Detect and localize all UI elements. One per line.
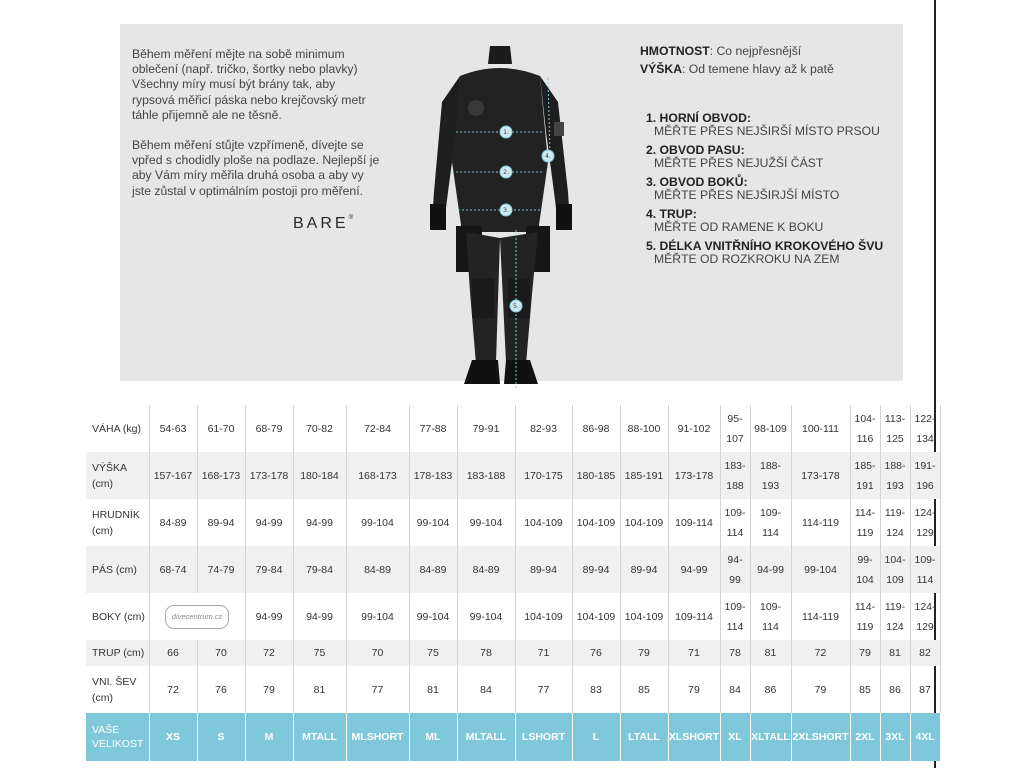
measuring-instructions bbox=[132, 47, 380, 214]
table-cell: 77 bbox=[346, 666, 409, 713]
table-cell: 72 bbox=[245, 640, 293, 666]
table-cell: 104- 109 bbox=[880, 546, 910, 593]
table-cell: 94- 99 bbox=[720, 546, 750, 593]
bare-logo-text: BARE bbox=[293, 215, 349, 232]
table-cell: 68-79 bbox=[245, 405, 293, 452]
table-cell: 88-100 bbox=[620, 405, 668, 452]
legend-item: 4. TRUP: MĚŘTE OD RAMENE K BOKU bbox=[646, 207, 824, 234]
row-label: VNI. ŠEV (cm) bbox=[86, 666, 149, 713]
table-cell: 75 bbox=[293, 640, 346, 666]
size-cell: 2XLSHORT bbox=[791, 713, 850, 761]
table-cell: 173-178 bbox=[791, 452, 850, 499]
table-row bbox=[86, 666, 940, 713]
table-cell: 89-94 bbox=[572, 546, 620, 593]
size-cell: ML bbox=[409, 713, 457, 761]
table-cell: 109- 114 bbox=[750, 593, 791, 640]
table-cell: 104-109 bbox=[515, 499, 572, 546]
table-cell: 94-99 bbox=[293, 499, 346, 546]
marker-inseam: 5. bbox=[513, 303, 519, 310]
size-cell: XL bbox=[720, 713, 750, 761]
table-cell: 79 bbox=[668, 666, 720, 713]
table-cell: 170-175 bbox=[515, 452, 572, 499]
table-cell: 104- 116 bbox=[850, 405, 880, 452]
table-cell: 72 bbox=[149, 666, 197, 713]
watermark: divecentrum.cz bbox=[165, 605, 229, 629]
table-cell: 84-89 bbox=[149, 499, 197, 546]
size-cell: 4XL bbox=[910, 713, 940, 761]
table-row bbox=[86, 452, 940, 499]
marker-hips: 3. bbox=[503, 207, 509, 214]
table-cell: 124- 129 bbox=[910, 593, 940, 640]
size-footer-row bbox=[86, 713, 940, 761]
table-cell: 104-109 bbox=[515, 593, 572, 640]
table-cell: 183-188 bbox=[457, 452, 515, 499]
table-cell: 66 bbox=[149, 640, 197, 666]
table-cell: 99-104 bbox=[346, 593, 409, 640]
table-cell: 188- 193 bbox=[750, 452, 791, 499]
table-cell: 84 bbox=[457, 666, 515, 713]
table-cell: 79 bbox=[245, 666, 293, 713]
measurement-list bbox=[646, 112, 906, 272]
table-cell: 89-94 bbox=[620, 546, 668, 593]
table-cell: 68-74 bbox=[149, 546, 197, 593]
row-label: PÁS (cm) bbox=[86, 546, 149, 593]
legend-item: 1. HORNÍ OBVOD: MĚŘTE PŘES NEJŠIRŠÍ MÍSTO PRSOU bbox=[646, 111, 880, 138]
table-cell: 85 bbox=[620, 666, 668, 713]
size-cell: MLSHORT bbox=[346, 713, 409, 761]
table-cell: 99-104 bbox=[409, 499, 457, 546]
table-cell: 94-99 bbox=[668, 546, 720, 593]
table-cell: 84 bbox=[720, 666, 750, 713]
table-cell: 70 bbox=[346, 640, 409, 666]
table-cell: 114-119 bbox=[791, 593, 850, 640]
table-cell: 185-191 bbox=[620, 452, 668, 499]
marker-waist: 2. bbox=[503, 169, 509, 176]
size-cell: LTALL bbox=[620, 713, 668, 761]
table-cell: 124- 129 bbox=[910, 499, 940, 546]
size-chart-table bbox=[86, 405, 941, 761]
row-label: VÝŠKA (cm) bbox=[86, 452, 149, 499]
table-cell: 109-114 bbox=[668, 499, 720, 546]
table-cell: 79 bbox=[850, 640, 880, 666]
table-cell: 185- 191 bbox=[850, 452, 880, 499]
table-cell: 86 bbox=[750, 666, 791, 713]
table-cell: 76 bbox=[572, 640, 620, 666]
table-cell: 183- 188 bbox=[720, 452, 750, 499]
row-label: HRUDNÍK (cm) bbox=[86, 499, 149, 546]
size-cell: XS bbox=[149, 713, 197, 761]
size-cell: S bbox=[197, 713, 245, 761]
table-cell: 94-99 bbox=[293, 593, 346, 640]
table-cell: 94-99 bbox=[245, 499, 293, 546]
table-cell: 91-102 bbox=[668, 405, 720, 452]
legend-item: 2. OBVOD PASU: MĚŘTE PŘES NEJUŽŠÍ ČÁST bbox=[646, 143, 824, 170]
table-cell: 99-104 bbox=[457, 593, 515, 640]
table-cell bbox=[149, 593, 245, 640]
table-cell: 81 bbox=[880, 640, 910, 666]
table-cell: 109- 114 bbox=[750, 499, 791, 546]
table-cell: 119- 124 bbox=[880, 593, 910, 640]
table-cell: 104-109 bbox=[620, 499, 668, 546]
table-cell: 81 bbox=[409, 666, 457, 713]
table-cell: 54-63 bbox=[149, 405, 197, 452]
table-cell: 74-79 bbox=[197, 546, 245, 593]
table-cell: 78 bbox=[457, 640, 515, 666]
table-cell: 173-178 bbox=[245, 452, 293, 499]
table-cell: 104-109 bbox=[620, 593, 668, 640]
measurement-legend bbox=[640, 42, 900, 266]
legend-item: 3. OBVOD BOKŮ: MĚŘTE PŘES NEJŠIRJŠÍ MÍSTO bbox=[646, 175, 840, 202]
table-cell: 86-98 bbox=[572, 405, 620, 452]
size-cell: MTALL bbox=[293, 713, 346, 761]
table-cell: 104-109 bbox=[572, 593, 620, 640]
table-cell: 83 bbox=[572, 666, 620, 713]
size-cell: LSHORT bbox=[515, 713, 572, 761]
table-cell: 79-91 bbox=[457, 405, 515, 452]
table-cell: 76 bbox=[197, 666, 245, 713]
table-cell: 122- 134 bbox=[910, 405, 940, 452]
table-cell: 79-84 bbox=[293, 546, 346, 593]
table-cell: 109- 114 bbox=[720, 593, 750, 640]
size-cell: MLTALL bbox=[457, 713, 515, 761]
drysuit-illustration bbox=[420, 42, 580, 394]
table-cell: 173-178 bbox=[668, 452, 720, 499]
table-cell: 81 bbox=[293, 666, 346, 713]
table-cell: 89-94 bbox=[515, 546, 572, 593]
table-cell: 70-82 bbox=[293, 405, 346, 452]
legend-item: 5. DÉLKA VNITŘNÍHO KROKOVÉHO ŠVU MĚŘTE OD ROZKROKU NA ZEM bbox=[646, 239, 884, 266]
table-cell: 109- 114 bbox=[720, 499, 750, 546]
table-row bbox=[86, 546, 940, 593]
table-cell: 113- 125 bbox=[880, 405, 910, 452]
size-cell: XLSHORT bbox=[668, 713, 720, 761]
table-cell: 109-114 bbox=[668, 593, 720, 640]
table-cell: 99-104 bbox=[346, 499, 409, 546]
table-cell: 86 bbox=[880, 666, 910, 713]
height-line: VÝŠKA: Od temene hlavy až k patě bbox=[640, 62, 834, 76]
table-cell: 71 bbox=[515, 640, 572, 666]
table-cell: 77 bbox=[515, 666, 572, 713]
row-label: BOKY (cm) bbox=[86, 593, 149, 640]
table-cell: 84-89 bbox=[409, 546, 457, 593]
table-cell: 77-88 bbox=[409, 405, 457, 452]
table-cell: 70 bbox=[197, 640, 245, 666]
table-cell: 61-70 bbox=[197, 405, 245, 452]
table-cell: 188- 193 bbox=[880, 452, 910, 499]
table-cell: 98-109 bbox=[750, 405, 791, 452]
table-cell: 180-185 bbox=[572, 452, 620, 499]
weight-line: HMOTNOST: Co nejpřesnější bbox=[640, 44, 802, 58]
table-cell: 79 bbox=[620, 640, 668, 666]
table-cell: 104-109 bbox=[572, 499, 620, 546]
table-cell: 82 bbox=[910, 640, 940, 666]
table-cell: 79 bbox=[791, 666, 850, 713]
size-cell: L bbox=[572, 713, 620, 761]
table-cell: 99-104 bbox=[409, 593, 457, 640]
table-cell: 94-99 bbox=[750, 546, 791, 593]
size-cell: M bbox=[245, 713, 293, 761]
table-cell: 72-84 bbox=[346, 405, 409, 452]
sizing-guide-panel bbox=[120, 24, 903, 381]
table-cell: 157-167 bbox=[149, 452, 197, 499]
marker-chest: 1. bbox=[503, 129, 509, 136]
size-cell: 2XL bbox=[850, 713, 880, 761]
table-cell: 81 bbox=[750, 640, 791, 666]
table-cell: 89-94 bbox=[197, 499, 245, 546]
table-cell: 99-104 bbox=[791, 546, 850, 593]
instructions-paragraph-1: Během měření mějte na sobě minimum oblečení (např. tričko, šortky nebo plavky) Všechny míry musí být brány tak, aby rypsová měřicí páska nebo krejčovský metr táhle přijemně ale ne těsně. bbox=[132, 47, 366, 122]
table-cell: 85 bbox=[850, 666, 880, 713]
table-cell: 119- 124 bbox=[880, 499, 910, 546]
table-cell: 82-93 bbox=[515, 405, 572, 452]
bare-logo bbox=[293, 215, 353, 233]
table-row bbox=[86, 405, 940, 452]
size-cell: 3XL bbox=[880, 713, 910, 761]
table-cell: 72 bbox=[791, 640, 850, 666]
table-cell: 114- 119 bbox=[850, 593, 880, 640]
table-cell: 84-89 bbox=[457, 546, 515, 593]
table-cell: 168-173 bbox=[346, 452, 409, 499]
table-cell: 109- 114 bbox=[910, 546, 940, 593]
your-size-label: VAŠE VELIKOST bbox=[86, 713, 149, 761]
registered-mark: ® bbox=[348, 215, 353, 221]
table-cell: 84-89 bbox=[346, 546, 409, 593]
instructions-paragraph-2: Během měření stůjte vzpřímeně, dívejte se vpřed s chodidly ploše na podlaze. Nejlepší je aby Vám míry měřila druhá osoba a aby vy jste zůstal v optimálním postoji pro měření. bbox=[132, 138, 380, 198]
table-cell: 94-99 bbox=[245, 593, 293, 640]
table-cell: 95- 107 bbox=[720, 405, 750, 452]
table-cell: 78 bbox=[720, 640, 750, 666]
table-row bbox=[86, 593, 940, 640]
table-cell: 100-111 bbox=[791, 405, 850, 452]
row-label: VÁHA (kg) bbox=[86, 405, 149, 452]
table-cell: 180-184 bbox=[293, 452, 346, 499]
table-cell: 71 bbox=[668, 640, 720, 666]
marker-torso: 4. bbox=[545, 153, 551, 160]
table-cell: 99- 104 bbox=[850, 546, 880, 593]
table-cell: 114-119 bbox=[791, 499, 850, 546]
table-cell: 114- 119 bbox=[850, 499, 880, 546]
table-cell: 178-183 bbox=[409, 452, 457, 499]
table-row bbox=[86, 640, 940, 666]
table-cell: 191- 196 bbox=[910, 452, 940, 499]
table-row bbox=[86, 499, 940, 546]
table-cell: 168-173 bbox=[197, 452, 245, 499]
table-cell: 99-104 bbox=[457, 499, 515, 546]
table-cell: 75 bbox=[409, 640, 457, 666]
table-cell: 87 bbox=[910, 666, 940, 713]
row-label: TRUP (cm) bbox=[86, 640, 149, 666]
table-cell: 79-84 bbox=[245, 546, 293, 593]
size-cell: XLTALL bbox=[750, 713, 791, 761]
